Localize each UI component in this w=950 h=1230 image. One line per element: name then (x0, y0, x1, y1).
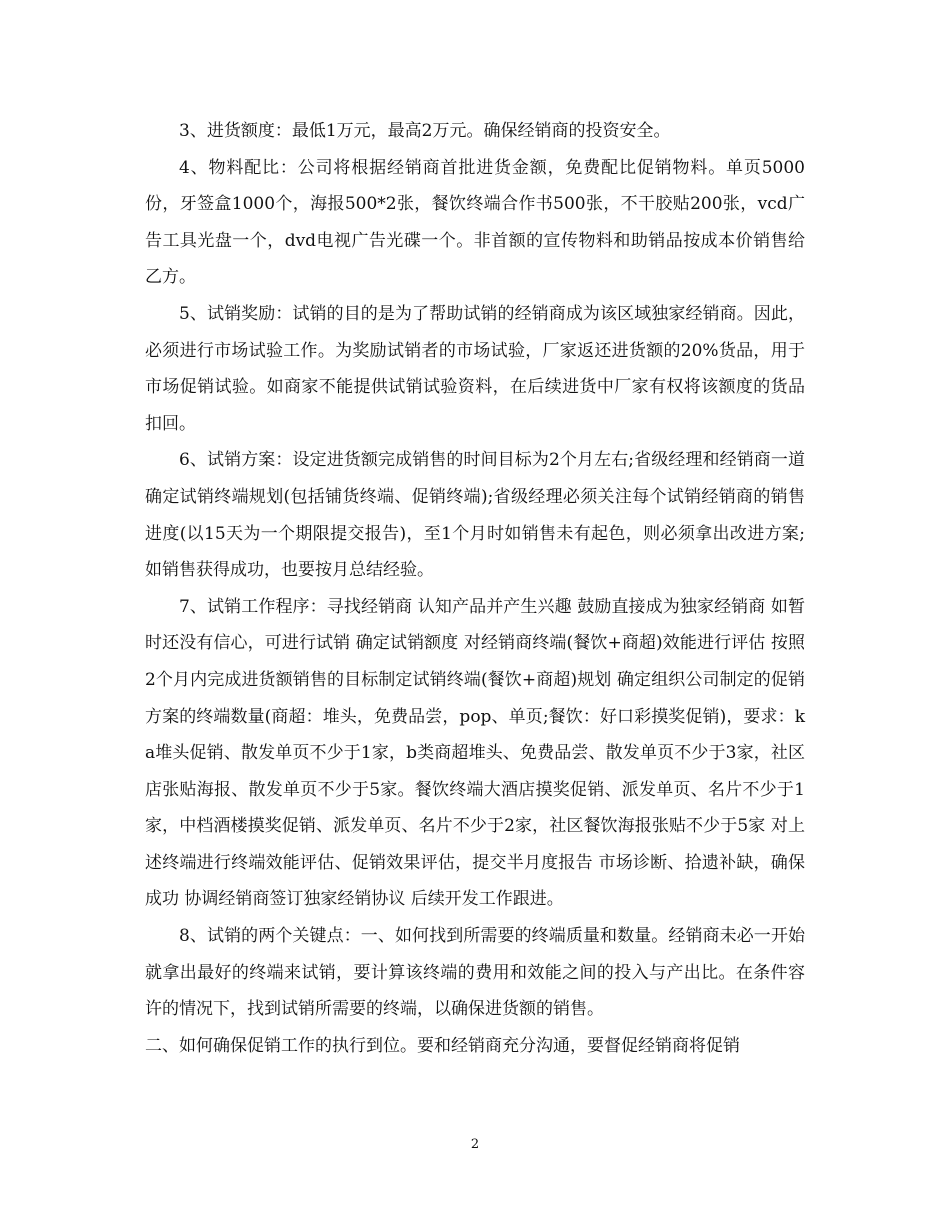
paragraph-8-key-points: 8、试销的两个关键点：一、如何找到所需要的终端质量和数量。经销商未必一开始就拿出最好的终端来试销，要计算该终端的费用和效能之间的投入与产出比。在条件容许的情况下，找到试销所需要的终端，以确保进货额的销售。 (145, 926, 805, 1020)
paragraph-5-trial-reward: 5、试销奖励：试销的目的是为了帮助试销的经销商成为该区域独家经销商。因此，必须进行市场试验工作。为奖励试销者的市场试验，厂家返还进货额的20%货品，用于市场促销试验。如商家不能提供试销试验资料，在后续进货中厂家有权将该额度的货品扣回。 (145, 303, 805, 434)
paragraph-4-material-ratio: 4、物料配比：公司将根据经销商首批进货金额，免费配比促销物料。单页5000份，牙签盒1000个，海报500*2张，餐饮终端合作书500张，不干胶贴200张，vcd广告工具光盘一个，dvd电视广告光碟一个。非首额的宣传物料和助销品按成本价销售给乙方。 (145, 157, 805, 288)
paragraph-7-trial-procedure: 7、试销工作程序：寻找经销商 认知产品并产生兴趣 鼓励直接成为独家经销商 如暂时还没有信心，可进行试销 确定试销额度 对经销商终端(餐饮+商超)效能进行评估 按照2个月内完成进货额销售的目标制定试销终端(餐饮+商超)规划 确定组织公司制定的促销方案的终端数量(商超：堆头，免费品尝，pop、单页;餐饮：好口彩摸奖促销)，要求：ka堆头促销、散发单页不少于1家，b类商超堆头、免费品尝、散发单页不少于3家，社区店张贴海报、散发单页不少于5家。餐饮终端大酒店摸奖促销、派发单页、名片不少于1家，中档酒楼摸奖促销、派发单页、名片不少于2家，社区餐饮海报张贴不少于5家 对上述终端进行终端效能评估、促销效果评估，提交半月度报告 市场诊断、拾遗补缺，确保成功 协调经销商签订独家经销协议 后续开发工作跟进。 (145, 596, 805, 910)
paragraph-3-order-limit: 3、进货额度：最低1万元，最高2万元。确保经销商的投资安全。 (179, 121, 671, 141)
paragraph-8-point-two: 二、如何确保促销工作的执行到位。要和经销商充分沟通，要督促经销商将促销 (145, 1035, 740, 1056)
paragraph-6-trial-plan: 6、试销方案：设定进货额完成销售的时间目标为2个月左右;省级经理和经销商一道确定试销终端规划(包括铺货终端、促销终端);省级经理必须关注每个试销经销商的销售进度(以15天为一个期限提交报告)，至1个月时如销售未有起色，则必须拿出改进方案;如销售获得成功，也要按月总结经验。 (145, 450, 805, 581)
page-number: 2 (470, 1137, 480, 1152)
document-body (145, 113, 805, 1064)
